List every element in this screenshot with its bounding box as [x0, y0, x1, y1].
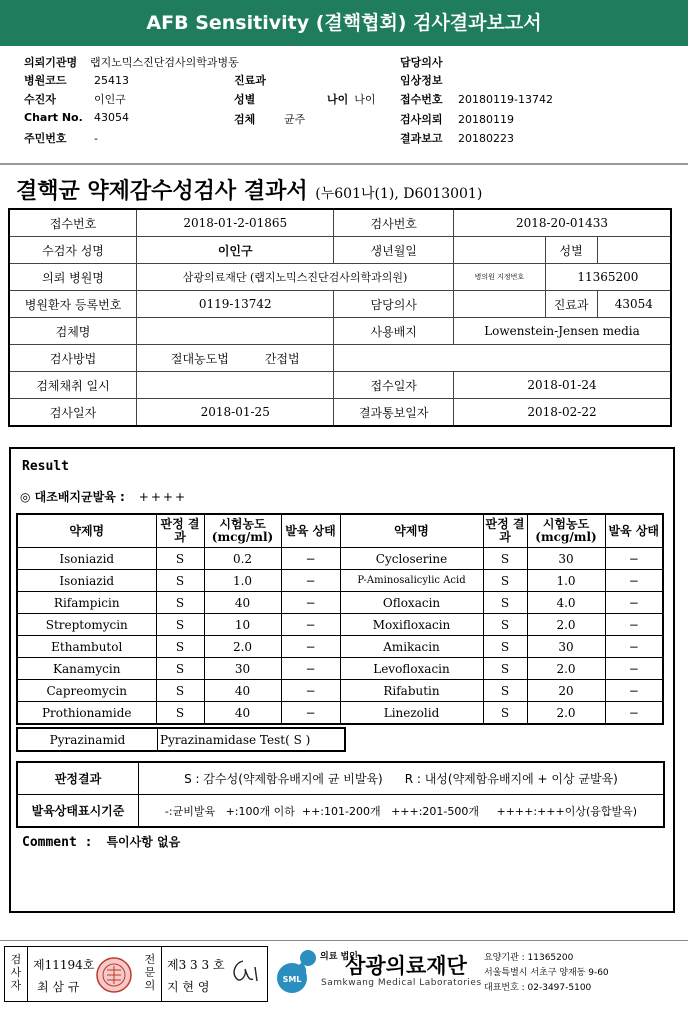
- drug-conc-cell: 1.0: [527, 570, 605, 592]
- patient-name: 이인구: [137, 237, 334, 264]
- phone: 대표번호 : 02-3497-5100: [484, 983, 592, 993]
- patient-label: 수진자: [24, 93, 56, 106]
- drug-judge-cell: S: [156, 548, 204, 570]
- report-banner-title: AFB Sensitivity (결핵협회) 검사결과보고서: [0, 0, 688, 46]
- drug-drug-cell: Streptomycin: [17, 614, 156, 636]
- collection-value: [137, 372, 334, 399]
- growth-legend-label: 발육상태표시기준: [17, 795, 139, 828]
- age-label: 나이: [327, 93, 349, 106]
- report-date-value: 20180223: [458, 132, 514, 145]
- judge-header: 판정 결과: [156, 514, 204, 548]
- clinical-label: 임상정보: [400, 74, 443, 87]
- growth-legend: -:균비발육 +:100개 이하 ++:101-200개 +++:201-500개 ++++:+++이상(융합발육): [139, 795, 665, 828]
- sml-logo-icon: [276, 948, 320, 1002]
- drug-drug-cell: Rifampicin: [17, 592, 156, 614]
- drug-conc-cell: 1.0: [204, 570, 281, 592]
- drug-conc-cell: 30: [204, 658, 281, 680]
- hospital-name: 삼광의료재단 (랩지노믹스진단검사의학과의원): [137, 264, 454, 291]
- drug-drug-cell: Capreomycin: [17, 680, 156, 702]
- drug-judge-cell: S: [156, 636, 204, 658]
- test-no: 2018-20-01433: [454, 209, 671, 237]
- drug-header: 약제명: [340, 514, 483, 548]
- patient-info-table: [8, 208, 672, 427]
- request-label: 검사의뢰: [400, 113, 443, 126]
- designated-no: 11365200: [545, 264, 671, 291]
- drug-judge-cell: S: [483, 614, 527, 636]
- doctor-label: 담당의사: [334, 291, 454, 318]
- drug-drug-cell: Linezolid: [340, 702, 483, 725]
- drug-growth-cell: −: [281, 548, 340, 570]
- result-label: Result: [22, 459, 69, 474]
- drug-growth-cell: −: [281, 614, 340, 636]
- drug-conc-cell: 2.0: [527, 614, 605, 636]
- drug-growth-cell: −: [281, 702, 340, 725]
- drug-conc-cell: 2.0: [527, 658, 605, 680]
- drug-drug-cell: Ofloxacin: [340, 592, 483, 614]
- specimen-value: 균주: [284, 113, 306, 126]
- institution-label: 의뢰기관명: [24, 56, 78, 69]
- drug-judge-cell: S: [483, 592, 527, 614]
- specialist-name: 지 현 영: [167, 980, 210, 994]
- judge-legend: S : 감수성(약제함유배지에 균 비발육) R : 내성(약제함유배지에 + 이상 균발육): [139, 762, 665, 795]
- drug-conc-cell: 40: [204, 680, 281, 702]
- drug-conc-cell: 20: [527, 680, 605, 702]
- drug-sensitivity-table: [16, 513, 664, 725]
- birth-value: [454, 237, 546, 264]
- received-label: 접수일자: [334, 372, 454, 399]
- legend-table: [16, 761, 665, 828]
- sex-label: 성별: [234, 93, 256, 106]
- specialist-license: 제3 3 3 호: [167, 958, 225, 972]
- test-no-label: 검사번호: [334, 209, 454, 237]
- drug-growth-cell: −: [605, 702, 663, 725]
- tester-label: 검사자: [10, 953, 22, 992]
- drug-header: 약제명: [17, 514, 156, 548]
- receipt-no: 2018-01-2-01865: [137, 209, 334, 237]
- reg-no-label: 병원환자 등록번호: [9, 291, 137, 318]
- drug-judge-cell: S: [156, 614, 204, 636]
- signature-box: [4, 946, 268, 1002]
- sex-value: [597, 237, 671, 264]
- collection-label: 검체채취 일시: [9, 372, 137, 399]
- tester-license: 제11194호: [33, 958, 95, 972]
- chart-label: Chart No.: [24, 111, 83, 124]
- drug-row: [17, 702, 663, 725]
- pyrazinamide-row: [16, 727, 346, 752]
- designated-no-label: 병의원 지정번호: [454, 264, 546, 291]
- drug-drug-cell: P-Aminosalicylic Acid: [340, 570, 483, 592]
- drug-growth-cell: −: [281, 680, 340, 702]
- drug-conc-cell: 4.0: [527, 592, 605, 614]
- drug-conc-cell: 40: [204, 702, 281, 725]
- doctor-label: 담당의사: [400, 56, 443, 69]
- test-date: 2018-01-25: [137, 399, 334, 427]
- conc-header: 시험농도 (mcg/ml): [527, 514, 605, 548]
- comment: [22, 833, 180, 850]
- comment-value: 특이사항 없음: [106, 835, 181, 849]
- patient-value: 이인구: [94, 93, 126, 106]
- judge-header: 판정 결과: [483, 514, 527, 548]
- drug-drug-cell: Isoniazid: [17, 548, 156, 570]
- rrn-value: -: [94, 132, 98, 145]
- contact-info: [484, 951, 609, 996]
- rrn-label: 주민번호: [24, 132, 67, 145]
- drug-judge-cell: S: [156, 592, 204, 614]
- drug-conc-cell: 0.2: [204, 548, 281, 570]
- divider: [0, 163, 688, 165]
- drug-row: [17, 680, 663, 702]
- signature-scribble: [227, 957, 263, 987]
- method-value: 절대농도법 간접법: [137, 345, 334, 372]
- drug-judge-cell: S: [156, 702, 204, 725]
- sml-logo-text: SML: [282, 975, 302, 984]
- pza-drug: Pyrazinamid: [17, 728, 158, 751]
- hospital-code-label: 병원코드: [24, 74, 67, 87]
- drug-growth-cell: −: [605, 570, 663, 592]
- drug-conc-cell: 30: [527, 548, 605, 570]
- specimen-label: 검체: [234, 113, 256, 126]
- drug-growth-cell: −: [605, 680, 663, 702]
- comment-label: Comment :: [22, 835, 93, 850]
- seal-stamp: [95, 956, 133, 994]
- drug-growth-cell: −: [605, 614, 663, 636]
- drug-growth-cell: −: [605, 636, 663, 658]
- drug-growth-cell: −: [605, 592, 663, 614]
- address: 서울특별시 서초구 양재동 9-60: [484, 968, 609, 978]
- institution-value: 랩지노믹스진단검사의학과병동: [90, 56, 239, 69]
- request-value: 20180119: [458, 113, 514, 126]
- drug-judge-cell: S: [483, 548, 527, 570]
- care-institution-no: 요양기관 : 11365200: [484, 953, 574, 963]
- drug-drug-cell: Levofloxacin: [340, 658, 483, 680]
- drug-row: [17, 548, 663, 570]
- drug-drug-cell: Cycloserine: [340, 548, 483, 570]
- specialist-label: 전문의: [144, 953, 156, 992]
- drug-judge-cell: S: [156, 658, 204, 680]
- drug-conc-cell: 2.0: [204, 636, 281, 658]
- drug-drug-cell: Rifabutin: [340, 680, 483, 702]
- hospital-label: 의뢰 병원명: [9, 264, 137, 291]
- drug-judge-cell: S: [156, 680, 204, 702]
- drug-drug-cell: Isoniazid: [17, 570, 156, 592]
- report-date-label: 결과보고: [400, 132, 443, 145]
- document-code: (누601나(1), D6013001): [315, 186, 483, 202]
- drug-drug-cell: Kanamycin: [17, 658, 156, 680]
- drug-row: [17, 614, 663, 636]
- dept-label: 진료과: [234, 74, 266, 87]
- age-value: 나이: [354, 93, 376, 106]
- birth-label: 생년월일: [334, 237, 454, 264]
- drug-growth-cell: −: [281, 592, 340, 614]
- drug-judge-cell: S: [483, 658, 527, 680]
- drug-judge-cell: S: [483, 702, 527, 725]
- drug-conc-cell: 40: [204, 592, 281, 614]
- notify-date: 2018-02-22: [454, 399, 671, 427]
- specimen-label: 검체명: [9, 318, 137, 345]
- drug-growth-cell: −: [605, 658, 663, 680]
- document-title: 결핵균 약제감수성검사 결과서 (누601나(1), D6013001): [16, 178, 483, 204]
- drug-judge-cell: S: [483, 570, 527, 592]
- drug-conc-cell: 2.0: [527, 702, 605, 725]
- drug-drug-cell: Prothionamide: [17, 702, 156, 725]
- drug-growth-cell: −: [281, 570, 340, 592]
- drug-drug-cell: Moxifloxacin: [340, 614, 483, 636]
- control-growth-value: ++++: [138, 490, 187, 504]
- medium-value: Lowenstein-Jensen media: [454, 318, 671, 345]
- drug-row: [17, 658, 663, 680]
- receipt-no-label: 접수번호: [9, 209, 137, 237]
- medium-label: 사용배지: [334, 318, 454, 345]
- conc-header: 시험농도 (mcg/ml): [204, 514, 281, 548]
- sex-label: 성별: [545, 237, 597, 264]
- control-growth: ◎ 대조배지균발육 : ++++: [20, 490, 187, 504]
- footer-divider: [0, 940, 688, 941]
- specimen-value: [137, 318, 334, 345]
- brand: [320, 950, 482, 988]
- growth-header: 발육 상태: [605, 514, 663, 548]
- growth-header: 발육 상태: [281, 514, 340, 548]
- reg-no: 0119-13742: [137, 291, 334, 318]
- hospital-code-value: 25413: [94, 74, 129, 87]
- drug-judge-cell: S: [156, 570, 204, 592]
- drug-growth-cell: −: [281, 658, 340, 680]
- chart-value: 43054: [94, 111, 129, 124]
- pza-result: Pyrazinamidase Test( S ): [158, 728, 346, 751]
- drug-conc-cell: 10: [204, 614, 281, 636]
- notify-label: 결과통보일자: [334, 399, 454, 427]
- drug-growth-cell: −: [281, 636, 340, 658]
- brand-english: Samkwang Medical Laboratories: [321, 978, 482, 988]
- test-date-label: 검사일자: [9, 399, 137, 427]
- name-label: 수검자 성명: [9, 237, 137, 264]
- drug-drug-cell: Ethambutol: [17, 636, 156, 658]
- drug-row: [17, 592, 663, 614]
- doctor-value: [454, 291, 546, 318]
- method-label: 검사방법: [9, 345, 137, 372]
- receipt-label: 접수번호: [400, 93, 443, 106]
- drug-growth-cell: −: [605, 548, 663, 570]
- drug-row: [17, 570, 663, 592]
- dept-value: 43054: [597, 291, 671, 318]
- drug-judge-cell: S: [483, 636, 527, 658]
- brand-legal: 의료 법인: [320, 952, 358, 962]
- tester-name: 최 삼 규: [37, 980, 80, 994]
- drug-drug-cell: Amikacin: [340, 636, 483, 658]
- receipt-value: 20180119-13742: [458, 93, 553, 106]
- judge-legend-label: 판정결과: [17, 762, 139, 795]
- brand-name: 삼광의료재단: [345, 954, 467, 978]
- drug-conc-cell: 30: [527, 636, 605, 658]
- drug-row: [17, 636, 663, 658]
- received-date: 2018-01-24: [454, 372, 671, 399]
- drug-judge-cell: S: [483, 680, 527, 702]
- dept-label: 진료과: [545, 291, 597, 318]
